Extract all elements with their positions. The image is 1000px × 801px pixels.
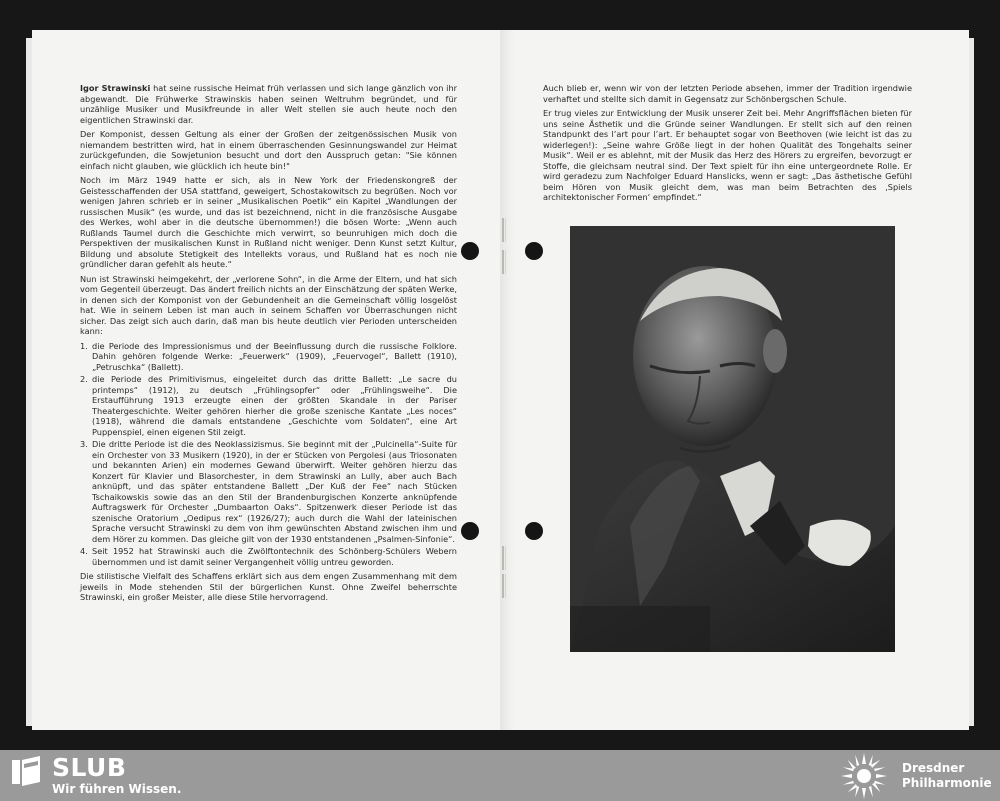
- slub-book-logo-icon: [12, 756, 42, 788]
- list-item-text: die Periode des Impressionismus und der Beeinflussung durch die russische Folklore. Dahin gehören folgende Werke: „Feuerwerk“ (1909), „Feuervogel“, Ballett (1910), „Petruschka“ (Ballett).: [92, 340, 457, 372]
- footer-bar: [0, 750, 1000, 801]
- right-page-text: [543, 83, 912, 207]
- orchestra-name-line1: Dresdner: [902, 761, 965, 775]
- intro-paragraph: [80, 83, 457, 125]
- list-item: [80, 341, 457, 373]
- library-tagline: Wir führen Wissen.: [52, 782, 182, 796]
- list-item-number: 3.: [80, 439, 88, 449]
- list-item: [80, 374, 457, 437]
- staple-bottom: [502, 546, 506, 570]
- left-page-text: [80, 83, 457, 607]
- list-item-number: 4.: [80, 546, 88, 556]
- list-item: [80, 439, 457, 544]
- binding-hole-left-bottom: [461, 522, 479, 540]
- intro-name: Igor Strawinski: [80, 83, 151, 93]
- staple-top-lower: [502, 250, 506, 274]
- paragraph-entwicklung: Er trug vieles zur Entwicklung der Musik unserer Zeit bei. Mehr Angriffsflächen bieten für uns seine Ästhetik und die Gründe seiner Wandlungen. Er stellt sich auf den reinen Standpunkt des l’art pour l’art. Er behauptet sogar von Beethoven (wie leicht ist das zu widerlegen!): „Seine wahre Größe liegt in der hohen Qualität des Tongehalts seiner Musik“. Weil er es ablehnt, mit der Musik das Herz des Hörers zu ergreifen, bevorzugt er Stoffe, die gleichsam neutral sind. Der Text spielt für ihn eine untergeordnete Rolle. Er wird geradezu zum Nachfolger Eduard Hanslicks, wenn er sagt: „Das ästhetische Gefühl beim Hören von Musik gleicht dem, was man beim Betrachten des ‚Spiels architektonischer Formen‘ empfindet.“: [543, 108, 912, 202]
- binding-hole-right-bottom: [525, 522, 543, 540]
- staple-bottom-lower: [502, 574, 506, 598]
- binding-hole-right-top: [525, 242, 543, 260]
- periods-list: [80, 341, 457, 568]
- paragraph-tradition: Auch blieb er, wenn wir von der letzten Periode absehen, immer der Tradition irgendwie verhaftet und stellte sich damit in Gegensatz zur Schönbergschen Schule.: [543, 83, 912, 104]
- list-item-text: die Periode des Primitivismus, eingeleitet durch das dritte Ballett: „Le sacre du printemps“ (1912), zu deutsch „Frühlingsopfer“ oder „Frühlingsweihe“. Die Erstaufführung 1913 erzeugte einen der größten Skandale in der Pariser Theatergeschichte. Weiter gehören hierher die große szenische Kantate „Les noces“ (1918), während die damals entstandene „Geschichte vom Soldaten“, eine Art Puppenspiel, einen eigenen Stil zeigt.: [92, 374, 457, 437]
- staple-top: [502, 218, 506, 242]
- paragraph-heimgekehrt: Nun ist Strawinski heimgekehrt, der „verlorene Sohn“, in die Arme der Eltern, und hat sich vom Gegenteil überzeugt. Das ändert freilich nichts an der Einschätzung der späten Werke, in denen sich der Komponist von der Gebundenheit an die Gemeinschaft völlig losgelöst hat. Wie in seinem Leben ist man auch in seinem Schaffen vor Überraschungen nicht sicher. Das zeigt sich auch darin, daß man bis heute deutlich vier Perioden unterscheiden kann:: [80, 273, 457, 336]
- orchestra-name-line2: Philharmonie: [902, 776, 992, 790]
- paragraph-stilistische-vielfalt: Die stilistische Vielfalt des Schaffens erklärt sich aus dem engen Zusammenhang mit dem jeweils in Mode stehenden Stil der bürgerlichen Kunst. Ohne Zweifel beherrschte Strawinski, ein großer Meister, alle diese Stile hervorragend.: [80, 571, 457, 602]
- list-item: [80, 546, 457, 567]
- library-name: SLUB: [52, 753, 127, 782]
- paragraph-komponist: Der Komponist, dessen Geltung als einer der Großen der zeitgenössischen Musik von niemandem bestritten wird, hat in einem überraschenden Gesinnungswandel zur Heimat zurückgefunden, die Sowjetunion besucht und dort den Ausspruch getan: "Sie können einfach nicht glauben, wie glücklich ich heute bin!": [80, 129, 457, 171]
- intro-text: hat seine russische Heimat früh verlassen und sich lange gänzlich von ihr abgewandt. Die Frühwerke Strawinskis haben seinen Weltruhm begründet, und für unzählige Musiker und Musikfreunde in aller Welt stellen sie auch heute noch den eigentlichen Strawinski dar.: [80, 83, 457, 125]
- orchestra-name: [902, 761, 992, 791]
- list-item-text: Die dritte Periode ist die des Neoklassizismus. Sie beginnt mit der „Pulcinella“-Suite für ein Orchester von 33 Musikern (1920), in der er Stücken von Pergolesi (aus Triosonaten und bekannten Arien) ein modernes Gewand überwirft. Weiter gehören hierzu das Konzert für Klavier und Blasorchester, in dem Strawinski an Lully, aber auch Bach anknüpft, und das später entstandene Ballett „Der Kuß der Fee“ nach Stücken Tschaikowskis sowie das an den Stil der Brandenburgischen Konzerte anknüpfende Auftragswerk für Orchester „Dumbaarton Oaks“. Spitzenwerk dieser Periode ist das szenische Oratorium „Oedipus rex“ (1926/27); auch durch die Wahl der lateinischen Sprache versucht Strawinski zu dem von ihm gewünschten Abstand zwischen ihm und dem Hörer zu kommen. Das gleiche gilt von der 1930 entstandenen „Psalmen-Sinfonie“.: [92, 439, 457, 544]
- binding-hole-left-top: [461, 242, 479, 260]
- dresdner-philharmonie-sunburst-logo-icon: [840, 752, 888, 800]
- paragraph-maerz-1949: Noch im März 1949 hatte er sich, als in New York der Friedenskongreß der Geistesschaffenden der USA stattfand, geweigert, Schostakowitsch zu begrüßen. Noch vor wenigen Jahren schrieb er in seiner „Musikalischen Poetik“ ein Kapitel „Wandlungen der russischen Musik“ (es wurde, und das ist bezeichnend, nicht in die französische Ausgabe des Werkes, wohl aber in die deutsche übernommen!) die bösen Worte: „Wenn auch Rußlands Taumel durch die Geschichte mich verwirrt, so beunruhigen mich doch die Perspektiven der musikalischen Kunst in Rußland nicht weniger. Denn Kunst setzt Kultur, Bildung und absolute Stetigkeit des Intellekts voraus, und Rußland hat es noch nie gründlicher daran gefehlt als heute.“: [80, 175, 457, 269]
- list-item-number: 2.: [80, 374, 88, 384]
- list-item-number: 1.: [80, 340, 88, 351]
- portrait-photo: [570, 226, 895, 652]
- portrait-illustration: [570, 226, 895, 652]
- list-item-text: Seit 1952 hat Strawinski auch die Zwölftontechnik des Schönberg-Schülers Webern übernommen und ist damit seiner Vergangenheit völlig untreu geworden.: [92, 546, 457, 567]
